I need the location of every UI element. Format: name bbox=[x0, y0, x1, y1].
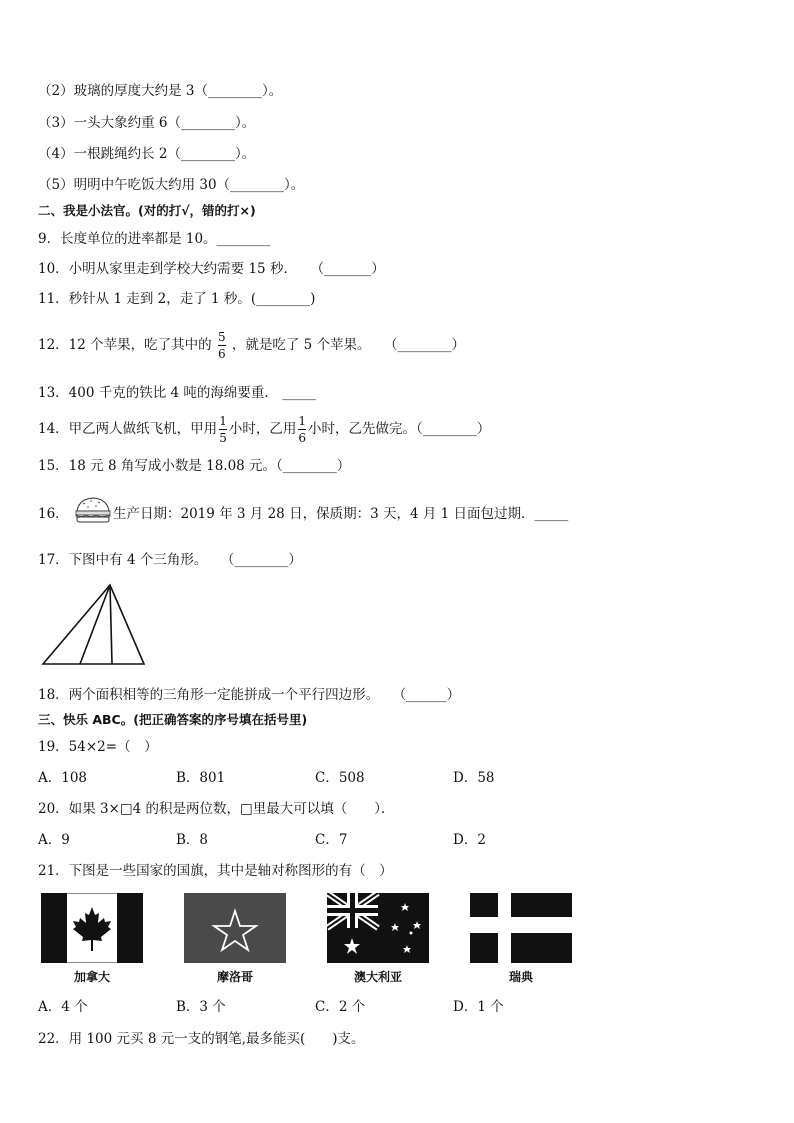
section3-title: 三、快乐 ABC。(把正确答案的序号填在括号里) bbox=[38, 712, 308, 727]
option-b: B．801 bbox=[176, 770, 226, 786]
fraction-denominator: 6 bbox=[298, 431, 306, 445]
question-14-text-b: 小时，乙用 bbox=[228, 421, 297, 437]
question-16-number: 16． bbox=[38, 506, 69, 522]
question-20-options bbox=[38, 830, 558, 850]
question-10: 10．小明从家里走到学校大约需要 15 秒． （_______） bbox=[38, 261, 385, 277]
question-12 bbox=[38, 327, 465, 363]
option-d: D．2 bbox=[453, 832, 486, 848]
question-14-text-c: 小时，乙先做完。（________） bbox=[307, 421, 491, 437]
option-d: D．1 个 bbox=[453, 999, 504, 1015]
flag-label-australia: 澳大利亚 bbox=[353, 970, 402, 984]
bread-icon bbox=[73, 505, 113, 525]
question-13: 13．400 千克的铁比 4 吨的海绵要重． _____ bbox=[38, 385, 316, 401]
option-a: A．4 个 bbox=[38, 999, 88, 1015]
fraction-numerator: 5 bbox=[217, 330, 226, 344]
question-17: 17．下图中有 4 个三角形。 （________） bbox=[38, 552, 302, 568]
option-b: B．8 bbox=[176, 832, 209, 848]
fill-line-3: （3）一头大象约重 6（________）。 bbox=[38, 115, 256, 131]
australia-flag-icon bbox=[327, 893, 429, 963]
question-9: 9．长度单位的进率都是 10。________ bbox=[38, 231, 271, 247]
fraction-denominator: 6 bbox=[217, 347, 226, 361]
fraction-1-6 bbox=[298, 414, 306, 445]
question-14-text-a: 14．甲乙两人做纸飞机，甲用 bbox=[38, 421, 218, 437]
question-12-text: 12．12 个苹果，吃了其中的 bbox=[38, 337, 212, 353]
question-12-tail: ，就是吃了 5 个苹果。 （________） bbox=[231, 337, 466, 353]
option-c: C．7 bbox=[315, 832, 348, 848]
fraction-numerator: 1 bbox=[298, 414, 306, 428]
flag-label-canada: 加拿大 bbox=[73, 970, 110, 984]
fraction-5-6 bbox=[218, 330, 226, 361]
triangle-figure bbox=[40, 582, 146, 666]
option-d: D．58 bbox=[453, 770, 495, 786]
section2-title: 二、我是小法官。(对的打√，错的打×) bbox=[38, 203, 256, 218]
fill-line-4: （4）一根跳绳约长 2（________）。 bbox=[38, 146, 256, 162]
option-c: C．2 个 bbox=[315, 999, 366, 1015]
question-15: 15．18 元 8 角写成小数是 18.08 元。（________） bbox=[38, 458, 351, 474]
question-21: 21．下图是一些国家的国旗，其中是轴对称图形的有（ ） bbox=[38, 863, 393, 879]
question-19: 19．54×2=（ ） bbox=[38, 739, 158, 755]
flag-label-morocco: 摩洛哥 bbox=[216, 970, 253, 984]
question-20: 20．如果 3×□4 的积是两位数，□里最大可以填（ ）． bbox=[38, 801, 395, 817]
fraction-1-5 bbox=[219, 414, 227, 445]
question-16-text: 生产日期：2019 年 3 月 28 日，保质期：3 天，4 月 1 日面包过期．_____ bbox=[112, 506, 569, 522]
question-16 bbox=[38, 504, 568, 525]
question-18: 18．两个面积相等的三角形一定能拼成一个平行四边形。 （______） bbox=[38, 687, 461, 703]
fraction-numerator: 1 bbox=[219, 414, 227, 428]
question-22: 22．用 100 元买 8 元一支的钢笔,最多能买( )支。 bbox=[38, 1031, 365, 1047]
canada-flag-icon bbox=[41, 893, 143, 963]
option-c: C．508 bbox=[315, 770, 365, 786]
question-19-options bbox=[38, 768, 558, 788]
flag-label-sweden: 瑞典 bbox=[508, 970, 533, 984]
fill-line-2: （2）玻璃的厚度大约是 3（________）。 bbox=[38, 83, 283, 99]
fraction-denominator: 5 bbox=[219, 431, 227, 445]
question-21-options bbox=[38, 997, 558, 1017]
option-a: A．9 bbox=[38, 832, 70, 848]
option-b: B．3 个 bbox=[176, 999, 226, 1015]
sweden-flag-icon bbox=[470, 893, 572, 963]
morocco-flag-icon bbox=[184, 893, 286, 963]
question-11: 11．秒针从 1 走到 2，走了 1 秒。(________) bbox=[38, 291, 316, 307]
fill-line-5: （5）明明中午吃饭大约用 30（________）。 bbox=[38, 177, 305, 193]
option-a: A．108 bbox=[38, 770, 88, 786]
question-14 bbox=[38, 411, 490, 447]
